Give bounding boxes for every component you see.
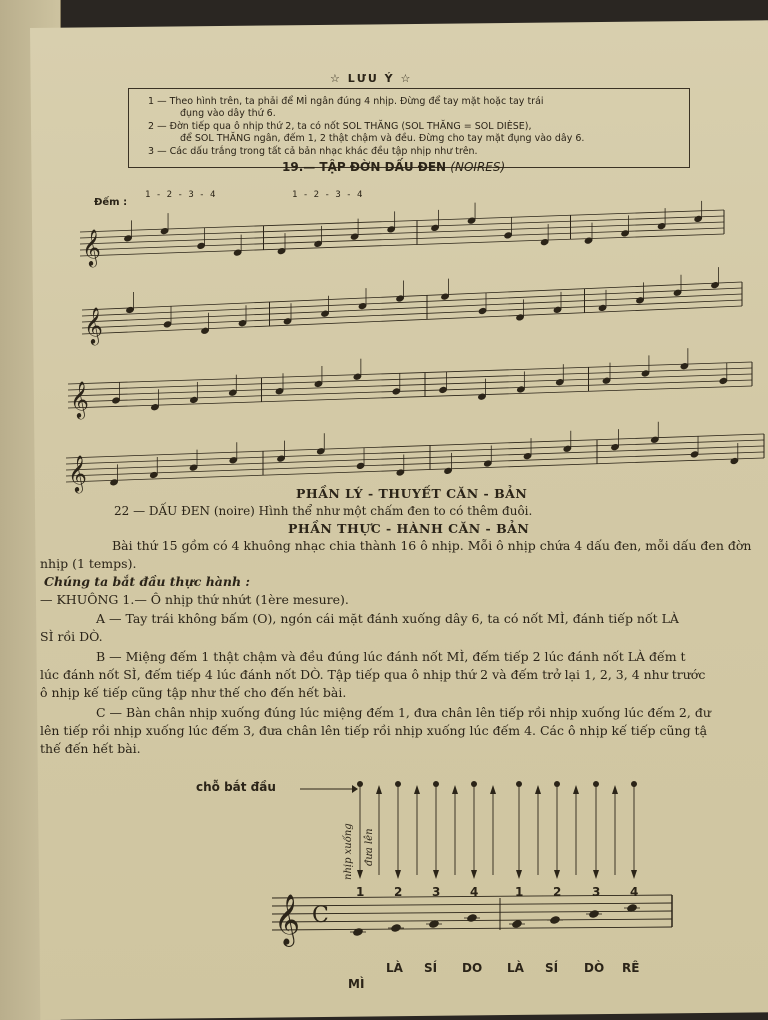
lesson-title-text: 19.— TẬP ĐỜN DẤU ĐEN [282, 160, 447, 174]
up-arrowhead [452, 785, 458, 794]
theory-heading: PHẦN LÝ - THUYẾT CĂN - BẢN [296, 486, 528, 501]
rhythm-diagram-group [272, 781, 672, 991]
down-arrowhead [471, 870, 477, 879]
beat-number: 2 [553, 885, 562, 899]
note-name-label: LÀ [507, 961, 524, 975]
common-time-icon: C [312, 903, 329, 928]
up-arrowhead [376, 785, 382, 794]
practice-b3: ô nhịp kế tiếp cũng tập như thế cho đến hết bài. [40, 685, 347, 700]
theory-text: 22 — DẤU ĐEN (noire) Hình thể như một chấm đen to có thêm đuôi. [114, 504, 533, 518]
note-title: ☆ LƯU Ý ☆ [330, 72, 413, 85]
practice-c3: thế đến hết bài. [40, 741, 141, 756]
start-label: chỗ bắt đầu [196, 780, 276, 794]
practice-b2: lúc đánh nốt SÌ, đếm tiếp 4 lúc đánh nốt DÒ. Tập tiếp qua ô nhịp thứ 2 và đếm trở lại 1, 2, 3, 4 như trước [40, 667, 706, 682]
beat-number: 4 [470, 885, 479, 899]
practice-p1a: Bài thứ 15 gồm có 4 khuông nhạc chia thành 16 ô nhịp. Mỗi ô nhịp chứa 4 dấu đen, mỗi dấu đen đờn [112, 538, 752, 553]
note-name-label: SÍ [424, 961, 438, 975]
note-line-3: 2 — Đờn tiếp qua ô nhịp thứ 2, ta có nốt SOL THĂNG (SOL THĂNG = SOL DIÈSE), [148, 121, 532, 132]
treble-clef-icon: 𝄞 [274, 894, 301, 945]
down-arrowhead [593, 870, 599, 879]
practice-start: Chúng ta bắt đầu thực hành : [44, 574, 251, 589]
note-line-2: đụng vào dây thứ 6. [180, 108, 276, 119]
note-line-4: để SOL THĂNG ngân, đếm 1, 2 thật chậm và đều. Đừng cho tay mặt đụng vào dây 6. [180, 133, 585, 144]
note-name-label: SÍ [545, 961, 559, 975]
beat-number: 2 [394, 885, 403, 899]
count-sequence-1: 1 - 2 - 3 - 4 [145, 190, 216, 200]
up-beat-label: đưa lên [364, 828, 375, 866]
note-name-label: DÒ [584, 961, 605, 975]
down-arrowhead [631, 870, 637, 879]
diagram-staff-line [272, 911, 672, 914]
beat-number: 4 [630, 885, 639, 899]
practice-c2: lên tiếp rồi nhịp xuống lúc đếm 3, đưa chân lên tiếp rồi nhịp xuống lúc đếm 4. Các ô nhịp kế tiếp cũng tậ [40, 723, 708, 738]
beat-number: 1 [356, 885, 365, 899]
treble-clef-icon: 𝄞 [82, 228, 101, 266]
count-sequence-2: 1 - 2 - 3 - 4 [292, 190, 363, 200]
beat-number: 3 [592, 885, 601, 899]
lesson-subtitle: (NOIRES) [450, 160, 506, 174]
note-name-label: LÀ [386, 961, 403, 975]
diagram-staff-line [272, 927, 672, 930]
note-name-label: DO [462, 961, 483, 975]
down-arrowhead [516, 870, 522, 879]
practice-c1: C — Bàn chân nhịp xuống đúng lúc miệng đếm 1, đưa chân lên tiếp rồi nhịp xuống lúc đếm 2, đư [96, 705, 711, 720]
treble-clef-icon: 𝄞 [68, 454, 87, 492]
start-arrowhead [352, 785, 358, 793]
up-arrowhead [573, 785, 579, 794]
down-arrowhead [357, 870, 363, 879]
up-arrowhead [490, 785, 496, 794]
beat-number: 3 [432, 885, 441, 899]
note-line-5: 3 — Các dấu trắng trong tất cả bản nhạc khác đều tập nhịp như trên. [148, 146, 478, 157]
practice-b1: B — Miệng đếm 1 thật chậm và đều đúng lúc đánh nốt MÌ, đếm tiếp 2 lúc đánh nốt LÀ đếm t [96, 649, 686, 664]
note-name-label: RÊ [622, 961, 640, 975]
beat-number: 1 [515, 885, 524, 899]
practice-measure: — KHUÔNG 1.— Ô nhịp thứ nhứt (1ère mesure). [40, 592, 349, 607]
practice-heading: PHẦN THỰC - HÀNH CĂN - BẢN [288, 521, 530, 536]
count-label: Đếm : [94, 197, 128, 208]
note-line-1: 1 — Theo hình trên, ta phải để MÌ ngân đúng 4 nhịp. Đừng để tay mặt hoặc tay trái [148, 96, 544, 107]
down-arrowhead [554, 870, 560, 879]
treble-clef-icon: 𝄞 [84, 306, 103, 344]
down-arrowhead [395, 870, 401, 879]
diagram-staff-line [272, 903, 672, 906]
up-arrowhead [612, 785, 618, 794]
up-arrowhead [414, 785, 420, 794]
up-arrowhead [535, 785, 541, 794]
down-arrowhead [433, 870, 439, 879]
note-name-label: MÌ [348, 977, 365, 991]
practice-a1: A — Tay trái không bấm (O), ngón cái mặt đánh xuống dây 6, ta có nốt MÌ, đánh tiếp nốt LÀ [96, 611, 679, 626]
down-beat-label: nhịp xuống [343, 823, 354, 880]
practice-p1b: nhịp (1 temps). [40, 556, 137, 571]
practice-a2: SÌ rồi DÒ. [40, 629, 103, 644]
treble-clef-icon: 𝄞 [70, 380, 89, 418]
